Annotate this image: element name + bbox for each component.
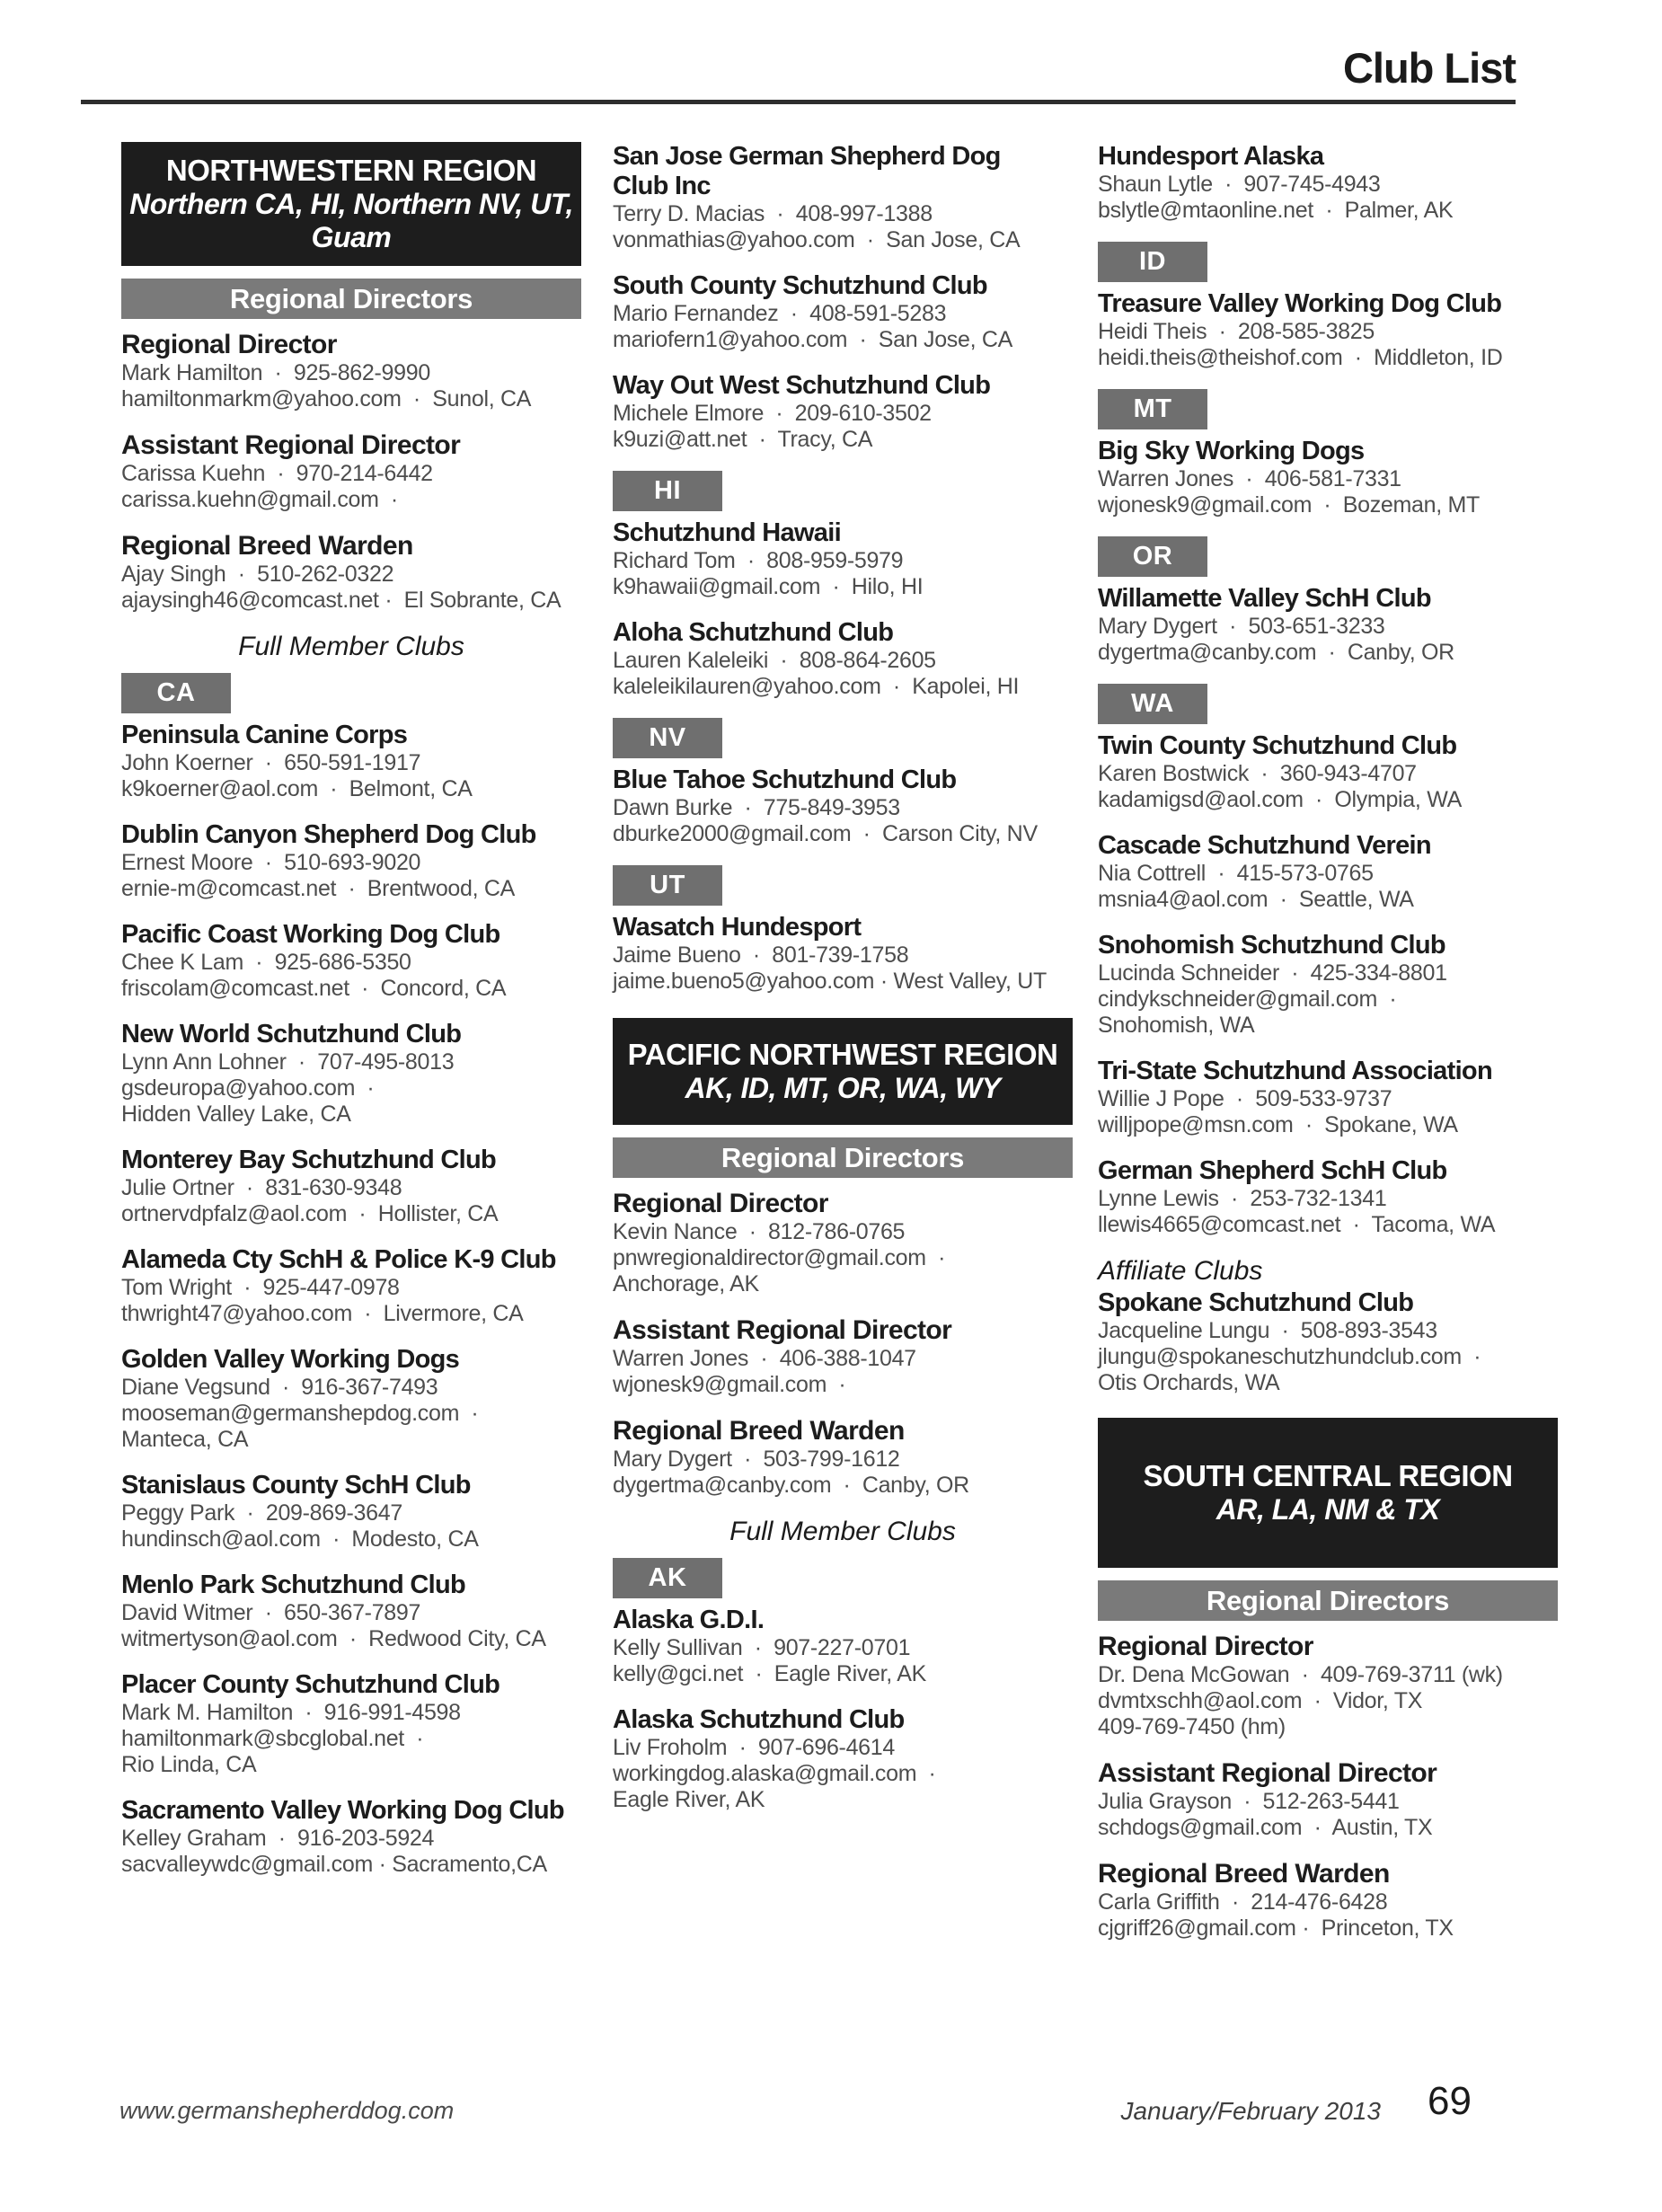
club-entry	[613, 618, 1073, 700]
contact-line: witmertyson@aol.com · Redwood City, CA	[121, 1626, 546, 1651]
club-name: Monterey Bay Schutzhund Club	[121, 1146, 497, 1174]
contact-line: Hidden Valley Lake, CA	[121, 1102, 351, 1127]
section-bar-regional-directors: Regional Directors	[1098, 1580, 1558, 1621]
club-name: Willamette Valley SchH Club	[1098, 584, 1431, 613]
club-entry	[613, 1606, 1073, 1687]
contact-line: mooseman@germanshepdog.com ·	[121, 1401, 479, 1426]
club-name: Stanislaus County SchH Club	[121, 1471, 471, 1500]
contact-line: Liv Froholm · 907-696-4614	[613, 1735, 895, 1760]
contact-line: gsdeuropa@yahoo.com ·	[121, 1075, 375, 1101]
region-subtitle: AR, LA, NM & TX	[1216, 1493, 1440, 1526]
contact-line: Otis Orchards, WA	[1098, 1370, 1280, 1395]
contact-line: k9uzi@att.net · Tracy, CA	[613, 427, 873, 452]
contact-line: Dr. Dena McGowan · 409-769-3711 (wk)	[1098, 1662, 1503, 1687]
contact-line: Lynn Ann Lohner · 707-495-8013	[121, 1049, 455, 1075]
contact-line: Chee K Lam · 925-686-5350	[121, 950, 411, 975]
contact-line: Mark M. Hamilton · 916-991-4598	[121, 1700, 461, 1725]
contact-line: Carla Griffith · 214-476-6428	[1098, 1889, 1388, 1915]
club-entry	[121, 820, 581, 902]
contact-line: Terry D. Macias · 408-997-1388	[613, 201, 933, 226]
contact-line: Tom Wright · 925-447-0978	[121, 1275, 400, 1300]
footer-website: www.germanshepherddog.com	[119, 2097, 455, 2124]
contact-line: k9hawaii@gmail.com · Hilo, HI	[613, 574, 924, 599]
contact-line: bslytle@mtaonline.net · Palmer, AK	[1098, 198, 1454, 223]
director-title: Regional Breed Warden	[613, 1416, 905, 1446]
contact-line: Mario Fernandez · 408-591-5283	[613, 301, 947, 326]
director-title: Regional Breed Warden	[1098, 1859, 1390, 1889]
contact-line: heidi.theis@theishof.com · Middleton, ID	[1098, 345, 1503, 370]
club-entry	[121, 1670, 581, 1778]
club-name: Golden Valley Working Dogs	[121, 1345, 460, 1374]
contact-line: kaleleikilauren@yahoo.com · Kapolei, HI	[613, 674, 1020, 699]
contact-line: thwright47@yahoo.com · Livermore, CA	[121, 1301, 524, 1326]
state-badge-ut: UT	[613, 865, 722, 906]
contact-line: Karen Bostwick · 360-943-4707	[1098, 761, 1417, 786]
club-entry	[1098, 1156, 1558, 1238]
club-entry	[1098, 831, 1558, 913]
contact-line: ernie-m@comcast.net · Brentwood, CA	[121, 876, 516, 901]
contact-line: wjonesk9@gmail.com · Bozeman, MT	[1098, 492, 1481, 518]
contact-line: Anchorage, AK	[613, 1271, 759, 1296]
contact-line: kelly@gci.net · Eagle River, AK	[613, 1661, 926, 1686]
contact-line: Willie J Pope · 509-533-9737	[1098, 1086, 1392, 1111]
club-name: Alameda Cty SchH & Police K-9 Club	[121, 1245, 556, 1274]
region-subtitle: Northern CA, HI, Northern NV, UT,	[129, 188, 573, 220]
contact-line: Ajay Singh · 510-262-0322	[121, 562, 394, 587]
contact-line: cindykschneider@gmail.com ·	[1098, 987, 1397, 1012]
club-entry	[121, 1146, 581, 1227]
section-bar-regional-directors: Regional Directors	[613, 1137, 1073, 1178]
contact-line: hundinsch@aol.com · Modesto, CA	[121, 1526, 479, 1552]
contact-line: dygertma@canby.com · Canby, OR	[613, 1473, 969, 1498]
director-entry	[1098, 1758, 1558, 1841]
contact-line: hamiltonmark@sbcglobal.net ·	[121, 1726, 424, 1751]
full-member-clubs-label: Full Member Clubs	[729, 1517, 956, 1546]
section-bar-regional-directors: Regional Directors	[121, 279, 581, 319]
club-entry	[1098, 1057, 1558, 1138]
contact-line: k9koerner@aol.com · Belmont, CA	[121, 776, 473, 801]
contact-line: Jaime Bueno · 801-739-1758	[613, 942, 909, 968]
club-name: German Shepherd SchH Club	[1098, 1156, 1447, 1185]
club-name: Pacific Coast Working Dog Club	[121, 920, 500, 949]
director-title: Assistant Regional Director	[121, 430, 461, 460]
contact-line: sacvalleywdc@gmail.com · Sacramento,CA	[121, 1852, 547, 1877]
state-badge-wa: WA	[1098, 684, 1207, 724]
contact-line: willjpope@msn.com · Spokane, WA	[1098, 1112, 1458, 1137]
director-entry	[1098, 1632, 1558, 1740]
director-title: Assistant Regional Director	[613, 1315, 952, 1345]
contact-line: Kelly Sullivan · 907-227-0701	[613, 1635, 911, 1660]
club-entry	[1098, 1288, 1558, 1396]
contact-line: Lucinda Schneider · 425-334-8801	[1098, 960, 1447, 986]
region-subtitle: Guam	[311, 221, 392, 253]
contact-line: mariofern1@yahoo.com · San Jose, CA	[613, 327, 1013, 352]
club-name: Alaska Schutzhund Club	[613, 1705, 905, 1734]
club-entry	[1098, 931, 1558, 1039]
contact-line: Snohomish, WA	[1098, 1013, 1255, 1038]
club-entry	[613, 142, 1073, 253]
club-name: Blue Tahoe Schutzhund Club	[613, 765, 957, 794]
director-entry	[613, 1189, 1073, 1297]
director-entry	[613, 1416, 1073, 1499]
contact-line: Lauren Kaleleiki · 808-864-2605	[613, 648, 936, 673]
contact-line: Richard Tom · 808-959-5979	[613, 548, 904, 573]
club-name: Dublin Canyon Shepherd Dog Club	[121, 820, 536, 849]
club-entry	[121, 1345, 581, 1453]
state-badge-ca: CA	[121, 673, 231, 713]
region-title: SOUTH CENTRAL REGION	[1143, 1459, 1513, 1492]
contact-line: vonmathias@yahoo.com · San Jose, CA	[613, 227, 1021, 252]
club-name: Treasure Valley Working Dog Club	[1098, 289, 1502, 318]
club-name: Alaska G.D.I.	[613, 1606, 765, 1634]
club-entry	[121, 1571, 581, 1652]
contact-line: Warren Jones · 406-581-7331	[1098, 466, 1401, 491]
region-header	[121, 142, 581, 266]
contact-line: Kevin Nance · 812-786-0765	[613, 1219, 906, 1244]
club-entry	[121, 1245, 581, 1327]
club-entry	[1098, 289, 1558, 371]
club-entry	[121, 920, 581, 1002]
contact-line: Julia Grayson · 512-263-5441	[1098, 1789, 1400, 1814]
contact-line: cjgriff26@gmail.com · Princeton, TX	[1098, 1916, 1454, 1941]
club-name: Big Sky Working Dogs	[1098, 437, 1365, 465]
contact-line: Warren Jones · 406-388-1047	[613, 1346, 916, 1371]
club-entry	[1098, 437, 1558, 518]
director-entry	[121, 430, 581, 513]
footer-page-number: 69	[1428, 2079, 1472, 2123]
contact-line: ortnervdpfalz@aol.com · Hollister, CA	[121, 1201, 499, 1226]
club-name: South County Schutzhund Club	[613, 271, 987, 300]
contact-line: Kelley Graham · 916-203-5924	[121, 1826, 435, 1851]
state-badge-ak: AK	[613, 1558, 722, 1598]
contact-line: Nia Cottrell · 415-573-0765	[1098, 861, 1374, 886]
club-entry	[121, 1471, 581, 1553]
contact-line: msnia4@aol.com · Seattle, WA	[1098, 887, 1414, 912]
contact-line: Michele Elmore · 209-610-3502	[613, 401, 932, 426]
contact-line: Heidi Theis · 208-585-3825	[1098, 319, 1375, 344]
contact-line: 409-769-7450 (hm)	[1098, 1714, 1286, 1739]
state-badge-mt: MT	[1098, 389, 1207, 429]
contact-line: Peggy Park · 209-869-3647	[121, 1500, 402, 1526]
club-name: Wasatch Hundesport	[613, 913, 862, 942]
contact-line: Lynne Lewis · 253-732-1341	[1098, 1186, 1387, 1211]
contact-line: pnwregionaldirector@gmail.com ·	[613, 1245, 946, 1270]
contact-line: carissa.kuehn@gmail.com ·	[121, 487, 398, 512]
director-entry	[1098, 1859, 1558, 1942]
club-entry	[613, 1705, 1073, 1813]
contact-line: llewis4665@comcast.net · Tacoma, WA	[1098, 1212, 1496, 1237]
club-name: Placer County Schutzhund Club	[121, 1670, 500, 1699]
club-name: Cascade Schutzhund Verein	[1098, 831, 1431, 860]
contact-line: David Witmer · 650-367-7897	[121, 1600, 421, 1625]
club-name: Schutzhund Hawaii	[613, 518, 841, 547]
contact-line: Dawn Burke · 775-849-3953	[613, 795, 900, 820]
director-entry	[613, 1315, 1073, 1398]
header-rule	[81, 100, 1516, 104]
state-badge-id: ID	[1098, 242, 1207, 282]
contact-line: Diane Vegsund · 916-367-7493	[121, 1375, 438, 1400]
director-entry	[121, 330, 581, 412]
contact-line: Mary Dygert · 503-651-3233	[1098, 614, 1385, 639]
contact-line: friscolam@comcast.net · Concord, CA	[121, 976, 507, 1001]
affiliate-clubs-label: Affiliate Clubs	[1098, 1256, 1263, 1286]
club-name: Tri-State Schutzhund Association	[1098, 1057, 1492, 1085]
club-name: Spokane Schutzhund Club	[1098, 1288, 1414, 1317]
contact-line: dburke2000@gmail.com · Carson City, NV	[613, 821, 1038, 846]
club-entry	[613, 271, 1073, 353]
state-badge-hi: HI	[613, 471, 722, 511]
contact-line: Mary Dygert · 503-799-1612	[613, 1447, 900, 1472]
club-entry	[1098, 731, 1558, 813]
contact-line: jaime.bueno5@yahoo.com · West Valley, UT	[613, 969, 1048, 994]
contact-line: Jacqueline Lungu · 508-893-3543	[1098, 1318, 1437, 1343]
region-title: PACIFIC NORTHWEST REGION	[627, 1038, 1058, 1071]
contact-line: Ernest Moore · 510-693-9020	[121, 850, 421, 875]
club-name: Peninsula Canine Corps	[121, 721, 408, 749]
club-entry	[121, 1796, 581, 1878]
club-entry	[121, 721, 581, 802]
contact-line: wjonesk9@gmail.com ·	[613, 1372, 846, 1397]
contact-line: jlungu@spokaneschutzhundclub.com ·	[1098, 1344, 1481, 1369]
club-name: Hundesport Alaska	[1098, 142, 1324, 171]
contact-line: hamiltonmarkm@yahoo.com · Sunol, CA	[121, 386, 532, 411]
contact-line: kadamigsd@aol.com · Olympia, WA	[1098, 787, 1462, 812]
club-name: Twin County Schutzhund Club	[1098, 731, 1457, 760]
director-title: Regional Director	[1098, 1632, 1313, 1661]
contact-line: Eagle River, AK	[613, 1787, 765, 1812]
contact-line: workingdog.alaska@gmail.com ·	[613, 1761, 936, 1786]
region-header	[613, 1018, 1073, 1125]
director-title: Regional Director	[121, 330, 337, 359]
club-entry	[1098, 584, 1558, 666]
page-title: Club List	[1342, 44, 1516, 92]
column-northwestern	[121, 142, 581, 1896]
club-name: New World Schutzhund Club	[121, 1020, 462, 1048]
full-member-clubs-label: Full Member Clubs	[238, 632, 464, 661]
contact-line: schdogs@gmail.com · Austin, TX	[1098, 1815, 1433, 1840]
club-name: Sacramento Valley Working Dog Club	[121, 1796, 564, 1825]
state-badge-nv: NV	[613, 718, 722, 758]
club-name: Menlo Park Schutzhund Club	[121, 1571, 465, 1599]
region-title: NORTHWESTERN REGION	[165, 154, 537, 187]
club-entry	[121, 1020, 581, 1128]
contact-line: Rio Linda, CA	[121, 1752, 257, 1777]
director-title: Regional Director	[613, 1189, 828, 1218]
club-entry	[613, 765, 1073, 847]
club-name: Aloha Schutzhund Club	[613, 618, 894, 647]
contact-line: ajaysingh46@comcast.net · El Sobrante, CA	[121, 588, 561, 613]
club-entry	[613, 371, 1073, 453]
director-entry	[121, 531, 581, 614]
director-title: Regional Breed Warden	[121, 531, 413, 561]
club-name: Way Out West Schutzhund Club	[613, 371, 991, 400]
contact-line: dvmtxschh@aol.com · Vidor, TX	[1098, 1688, 1423, 1713]
region-header	[1098, 1418, 1558, 1568]
column-pacific-northwest	[613, 142, 1073, 1831]
contact-line: John Koerner · 650-591-1917	[121, 750, 421, 775]
column-south-central	[1098, 142, 1558, 1960]
club-entry	[613, 518, 1073, 600]
contact-line: Mark Hamilton · 925-862-9990	[121, 360, 430, 385]
footer-issue-date: January/February 2013	[1120, 2097, 1381, 2125]
club-entry	[1098, 142, 1558, 224]
contact-line: Carissa Kuehn · 970-214-6442	[121, 461, 433, 486]
club-name: San Jose German Shepherd Dog	[613, 142, 1001, 171]
club-name: Snohomish Schutzhund Club	[1098, 931, 1445, 960]
club-entry	[613, 913, 1073, 995]
director-title: Assistant Regional Director	[1098, 1758, 1437, 1788]
state-badge-or: OR	[1098, 536, 1207, 577]
contact-line: Manteca, CA	[121, 1427, 249, 1452]
contact-line: Julie Ortner · 831-630-9348	[121, 1175, 402, 1200]
region-subtitle: AK, ID, MT, OR, WA, WY	[685, 1072, 1001, 1104]
contact-line: Shaun Lytle · 907-745-4943	[1098, 172, 1381, 197]
club-name: Club Inc	[613, 172, 711, 200]
contact-line: dygertma@canby.com · Canby, OR	[1098, 640, 1454, 665]
